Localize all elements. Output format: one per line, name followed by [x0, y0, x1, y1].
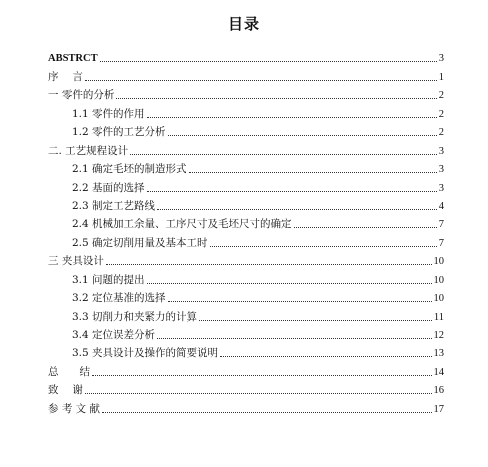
toc-entry[interactable]	[48, 158, 444, 176]
toc-entry-label: 1.2 零件的工艺分析	[72, 126, 166, 139]
toc-entry-page-number: 7	[438, 219, 444, 231]
toc-entry-page-number: 4	[438, 200, 444, 212]
toc-entry-page-number: 3	[438, 53, 444, 65]
toc-entry[interactable]	[48, 250, 444, 268]
dot-leader	[199, 320, 432, 321]
dot-leader	[147, 191, 437, 192]
toc-entry[interactable]	[48, 268, 444, 286]
toc-entry-label: 总 结	[48, 365, 90, 378]
dot-leader	[85, 80, 437, 81]
toc-entry-label: 二. 工艺规程设计	[48, 144, 129, 157]
dot-leader	[157, 338, 431, 339]
dot-leader	[168, 135, 437, 136]
dot-leader	[220, 356, 431, 357]
dot-leader	[85, 393, 432, 394]
dot-leader	[92, 375, 432, 376]
toc-entry[interactable]	[48, 102, 444, 120]
toc-entry-label: 3.2 定位基准的选择	[72, 292, 166, 305]
toc-entry-page-number: 3	[438, 164, 444, 176]
toc-entry-page-number: 3	[438, 145, 444, 157]
dot-leader	[116, 98, 436, 99]
toc-entry[interactable]	[48, 65, 444, 83]
toc-entry[interactable]	[48, 139, 444, 157]
dot-leader	[147, 117, 437, 118]
dot-leader	[102, 412, 431, 413]
toc-list	[48, 47, 444, 416]
toc-entry[interactable]	[48, 397, 444, 415]
dot-leader	[147, 283, 432, 284]
toc-entry[interactable]	[48, 195, 444, 213]
toc-entry-label: 三 夹具设计	[48, 255, 104, 268]
toc-entry-page-number: 13	[433, 348, 444, 360]
toc-entry[interactable]	[48, 176, 444, 194]
toc-entry-page-number: 14	[433, 366, 444, 378]
toc-entry-label: 参 考 文 献	[48, 402, 101, 415]
dot-leader	[106, 264, 432, 265]
toc-entry-label: 序 言	[48, 70, 83, 83]
toc-entry[interactable]	[48, 342, 444, 360]
toc-entry-page-number: 3	[438, 182, 444, 194]
toc-entry-label: 2.1 确定毛坯的制造形式	[72, 163, 187, 176]
toc-entry[interactable]	[48, 231, 444, 249]
toc-entry-page-number: 2	[438, 90, 444, 102]
toc-entry[interactable]	[48, 213, 444, 231]
toc-entry-label: 2.2 基面的选择	[72, 181, 145, 194]
dot-leader	[168, 301, 432, 302]
toc-entry-page-number: 2	[438, 127, 444, 139]
toc-entry-label: ABSTRCT	[48, 53, 98, 65]
dot-leader	[189, 172, 437, 173]
toc-entry[interactable]	[48, 121, 444, 139]
toc-entry[interactable]	[48, 305, 444, 323]
toc-entry-label: 3.1 问题的提出	[72, 273, 145, 286]
toc-entry-label: 2.3 制定工艺路线	[72, 199, 156, 212]
toc-entry-page-number: 10	[433, 274, 444, 286]
dot-leader	[157, 209, 437, 210]
toc-entry-label: 3.5 夹具设计及操作的简要说明	[72, 347, 219, 360]
toc-entry-page-number: 10	[433, 293, 444, 305]
dot-leader	[130, 154, 437, 155]
toc-entry-label: 一 零件的分析	[48, 89, 115, 102]
toc-entry[interactable]	[48, 379, 444, 397]
toc-entry[interactable]	[48, 360, 444, 378]
toc-entry-page-number: 7	[438, 237, 444, 249]
toc-entry-page-number: 1	[438, 71, 444, 83]
toc-entry[interactable]	[48, 47, 444, 65]
toc-entry-label: 致 谢	[48, 384, 83, 397]
toc-entry[interactable]	[48, 84, 444, 102]
toc-entry-label: 1.1 零件的作用	[72, 107, 145, 120]
toc-entry-page-number: 10	[433, 256, 444, 268]
dot-leader	[210, 246, 437, 247]
toc-entry[interactable]	[48, 287, 444, 305]
toc-entry-page-number: 11	[433, 311, 444, 323]
toc-entry[interactable]	[48, 324, 444, 342]
toc-entry-label: 2.5 确定切削用量及基本工时	[72, 236, 208, 249]
toc-entry-page-number: 2	[438, 108, 444, 120]
toc-entry-label: 3.3 切削力和夹紧力的计算	[72, 310, 198, 323]
toc-entry-page-number: 17	[433, 403, 444, 415]
dot-leader	[100, 61, 437, 62]
toc-entry-page-number: 16	[433, 385, 444, 397]
dot-leader	[294, 227, 437, 228]
page-title: 目录	[227, 15, 260, 33]
toc-entry-label: 3.4 定位误差分析	[72, 329, 156, 341]
toc-entry-label: 2.4 机械加工余量、工序尺寸及毛坯尺寸的确定	[72, 218, 292, 231]
toc-entry-page-number: 12	[433, 330, 444, 341]
